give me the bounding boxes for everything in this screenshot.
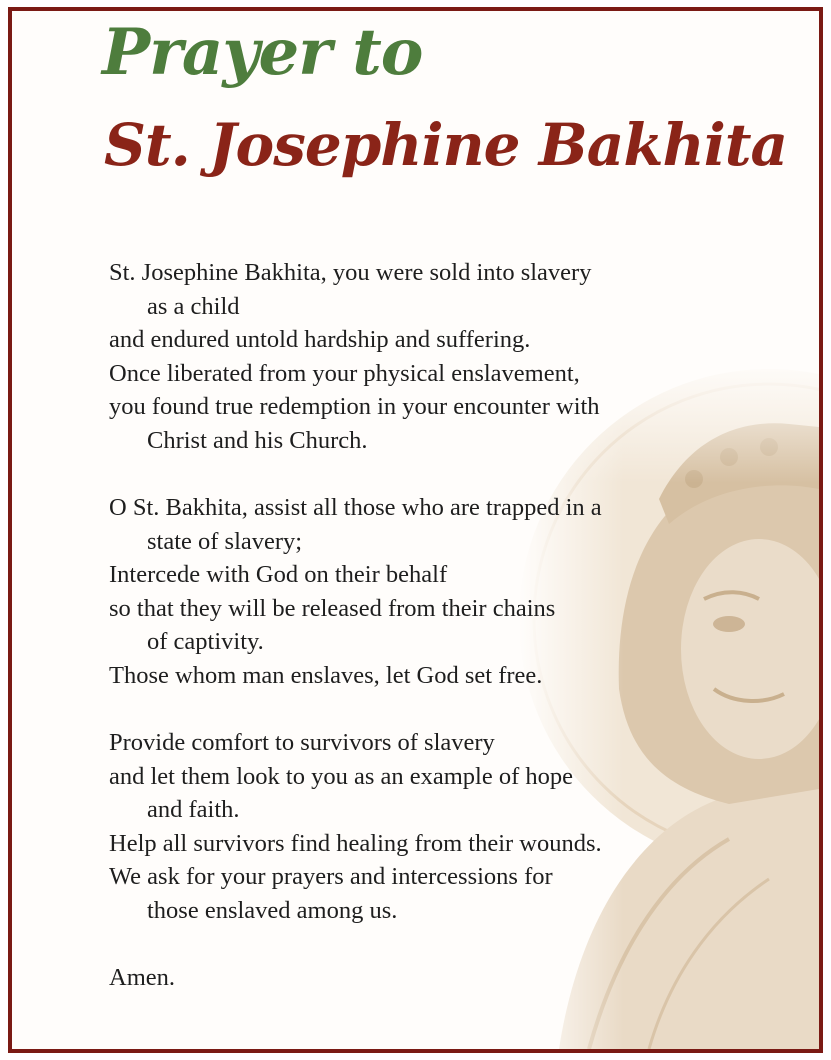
closing-amen: Amen. — [109, 964, 175, 991]
prayer-line: you found true redemption in your encounter with — [109, 393, 600, 420]
prayer-line: and endured untold hardship and suffering. — [109, 326, 531, 353]
title-prayer-to: Prayer to — [102, 15, 423, 90]
prayer-line: Christ and his Church. — [147, 426, 368, 454]
prayer-card — [8, 7, 823, 1053]
prayer-line: St. Josephine Bakhita, you were sold into slavery — [109, 259, 592, 286]
prayer-line: and faith. — [147, 796, 240, 823]
prayer-line: those enslaved among us. — [147, 896, 398, 924]
prayer-line: O St. Bakhita, assist all those who are trapped in a — [109, 494, 602, 521]
title-saint-name: St. Josephine Bakhita — [104, 111, 788, 179]
stanza-1 — [109, 256, 799, 457]
prayer-line: so that they will be released from their chains — [109, 594, 556, 622]
prayer-line: Help all survivors find healing from their wounds. — [109, 829, 602, 857]
stanza-3 — [109, 726, 799, 927]
prayer-line: Once liberated from your physical enslavement, — [109, 359, 580, 387]
prayer-line: Provide comfort to survivors of slavery — [109, 729, 495, 756]
prayer-text — [109, 256, 799, 1029]
prayer-line: Intercede with God on their behalf — [109, 561, 448, 588]
prayer-line: and let them look to you as an example of hope — [109, 762, 574, 790]
prayer-line: state of slavery; — [147, 527, 303, 555]
prayer-line: We ask for your prayers and intercessions for — [109, 863, 553, 890]
prayer-line: as a child — [147, 292, 240, 320]
stanza-2 — [109, 491, 799, 692]
prayer-line: of captivity. — [147, 628, 264, 655]
prayer-line: Those whom man enslaves, let God set free. — [109, 661, 543, 689]
